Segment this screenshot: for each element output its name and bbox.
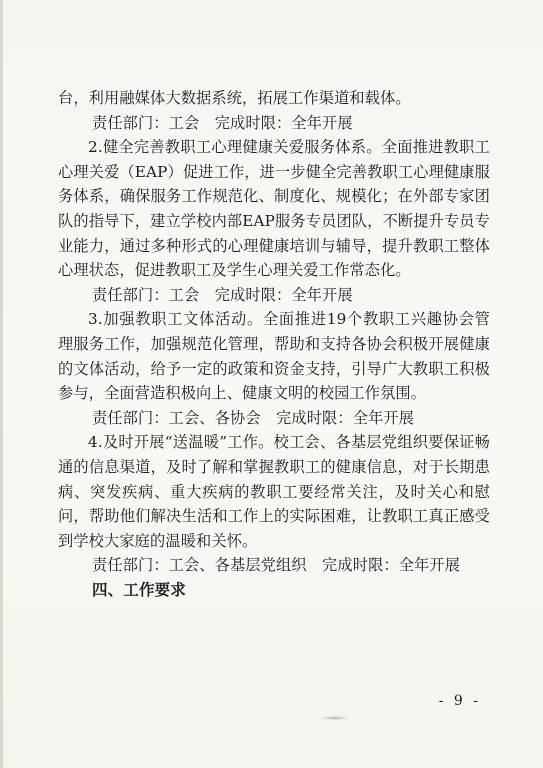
responsibility-line: 责任部门：工会 完成时限：全年开展 bbox=[92, 113, 353, 132]
responsibility-line: 责任部门：工会、各基层党组织 完成时限：全年开展 bbox=[92, 556, 461, 575]
document-body bbox=[58, 86, 490, 602]
responsibility-line: 责任部门：工会、各协会 完成时限：全年开展 bbox=[92, 408, 415, 427]
scan-edge bbox=[0, 0, 3, 768]
page-number: - 9 - bbox=[438, 693, 481, 709]
section-heading: 四、工作要求 bbox=[92, 580, 186, 599]
continuation-paragraph: 台，利用融媒体大数据系统，拓展工作渠道和载体。 bbox=[58, 89, 411, 107]
body-paragraph: 3.加强教职工文体活动。全面推进19个教职工兴趣协会管理服务工作，加强规范化管理，帮助和支持各协会积极开展健康的文体活动，给予一定的政策和资金支持，引导广大教职工积极参与，全面营造积极向上、健康文明的校园工作氛围。 bbox=[58, 310, 490, 403]
scan-smudge bbox=[320, 716, 350, 720]
body-paragraph: 4.及时开展“送温暖”工作。校工会、各基层党组织要保证畅通的信息渠道，及时了解和掌握教职工的健康信息，对于长期患病、突发疾病、重大疾病的教职工要经常关注，及时关心和慰问，帮助他们解决生活和工作上的实际困难，让教职工真正感受到学校大家庭的温暖和关怀。 bbox=[58, 433, 490, 550]
body-paragraph: 2.健全完善教职工心理健康关爱服务体系。全面推进教职工心理关爱（EAP）促进工作，进一步健全完善教职工心理健康服务体系，确保服务工作规范化、制度化、规模化；在外部专家团队的指导下，建立学校内部EAP服务专员团队，不断提升专员专业能力，通过多种形式的心理健康培训与辅导，提升教职工整体心理状态，促进教职工及学生心理关爱工作常态化。 bbox=[58, 138, 490, 280]
responsibility-line: 责任部门：工会 完成时限：全年开展 bbox=[92, 285, 353, 304]
